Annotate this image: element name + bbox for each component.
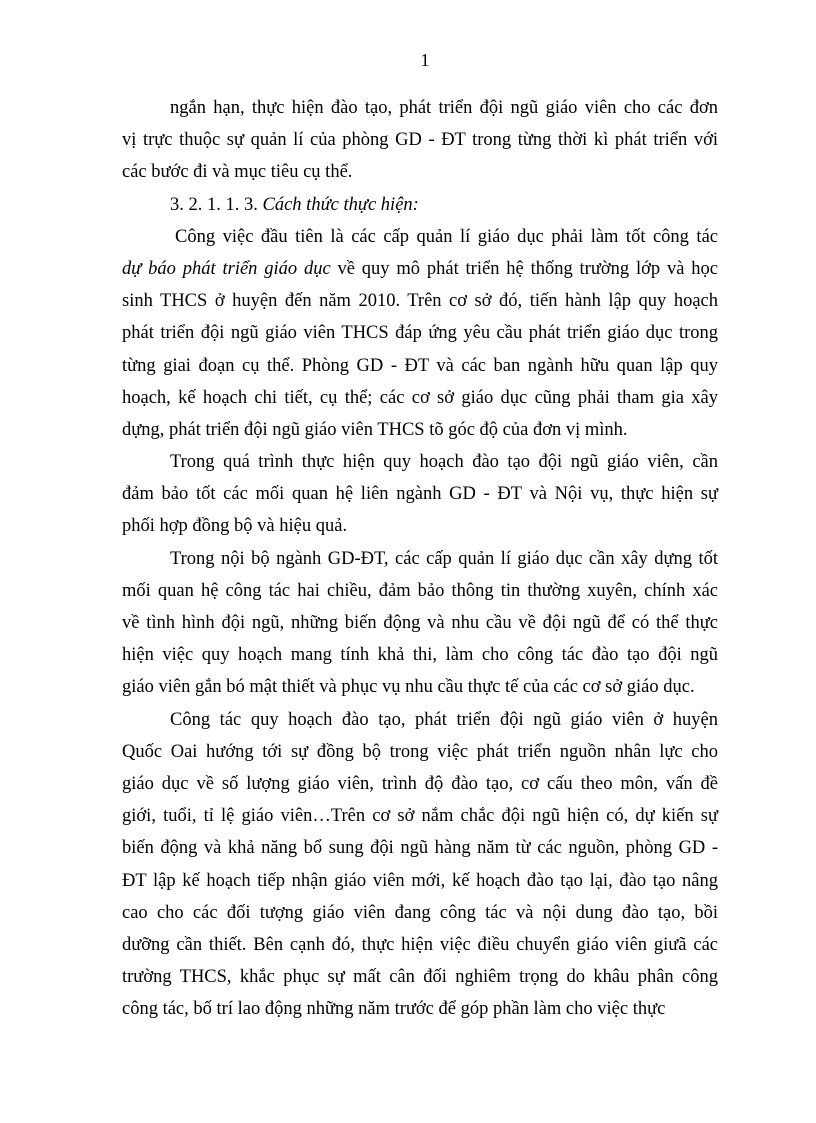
- text-line: Công tác quy hoạch đào tạo, phát triển đội ngũ giáo viên ở huyện: [170, 709, 718, 730]
- text-line: giáo viên gắn bó mật thiết và phục vụ nhu cầu thực tế của các cơ sở giáo dục.: [122, 677, 695, 698]
- text-line: vị trực thuộc sự quản lí của phòng GD - ĐT trong từng thời kì phát triển với: [122, 130, 718, 151]
- text-line: phát triển đội ngũ giáo viên THCS đáp ứng yêu cầu phát triển giáo dục trong: [122, 323, 718, 344]
- text-line: [122, 253, 718, 285]
- section-title: Cách thức thực hiện:: [262, 194, 419, 215]
- text-line: các bước đi và mục tiêu cụ thể.: [122, 162, 353, 183]
- text-line: mối quan hệ công tác hai chiều, đảm bảo thông tin thường xuyên, chính xác: [122, 580, 718, 601]
- text-line: đảm bảo tốt các mối quan hệ liên ngành GD - ĐT và Nội vụ, thực hiện sự: [122, 484, 718, 505]
- section-heading: [122, 189, 718, 221]
- text-line: hoạch, kế hoạch chi tiết, cụ thể; các cơ sở giáo dục cũng phải tham gia xây: [122, 387, 718, 408]
- text-line: hiện việc quy hoạch mang tính khả thi, làm cho công tác đào tạo đội ngũ: [122, 645, 718, 666]
- text-line: Quốc Oai hướng tới sự đồng bộ trong việc phát triển nguồn nhân lực cho: [122, 741, 718, 762]
- text-line: ngắn hạn, thực hiện đào tạo, phát triển đội ngũ giáo viên cho các đơn: [170, 98, 718, 118]
- text-line: trường THCS, khắc phục sự mất cân đối nghiêm trọng do khâu phân công: [122, 967, 718, 988]
- section-number: 3. 2. 1. 1. 3.: [170, 194, 263, 215]
- text-line: Trong quá trình thực hiện quy hoạch đào tạo đội ngũ giáo viên, cần: [170, 452, 718, 473]
- emphasis-text: dự báo phát triển giáo dục: [122, 258, 331, 279]
- text-line: ĐT lập kế hoạch tiếp nhận giáo viên mới, kế hoạch đào tạo lại, đào tạo nâng: [122, 870, 718, 891]
- text-line: sinh THCS ở huyện đến năm 2010. Trên cơ sở đó, tiến hành lập quy hoạch: [122, 291, 718, 312]
- text-line: công tác, bố trí lao động những năm trước để góp phần làm cho việc thực: [122, 999, 666, 1020]
- text-segment: về quy mô phát triển hệ thống trường lớp và học: [330, 258, 718, 279]
- text-line: phối hợp đồng bộ và hiệu quả.: [122, 516, 348, 537]
- text-line: biến động và khả năng bổ sung đội ngũ hàng năm từ các nguồn, phòng GD -: [122, 838, 718, 859]
- text-line: Trong nội bộ ngành GD-ĐT, các cấp quản lí giáo dục cần xây dựng tốt: [170, 548, 718, 569]
- text-line: giới, tuổi, tỉ lệ giáo viên…Trên cơ sở nắm chắc đội ngũ hiện có, dự kiến sự: [122, 806, 718, 827]
- text-line: từng giai đoạn cụ thể. Phòng GD - ĐT và các ban ngành hữu quan lập quy: [122, 355, 718, 376]
- text-line: dưỡng cần thiết. Bên cạnh đó, thực hiện việc điều chuyển giáo viên giưã các: [122, 934, 718, 955]
- document-body: [122, 92, 718, 1025]
- text-line: về tình hình đội ngũ, những biến động và nhu cầu về đội ngũ để có thể thực: [122, 613, 718, 633]
- text-line: giáo dục về số lượng giáo viên, trình độ đào tạo, cơ cấu theo môn, vấn đề: [122, 773, 718, 794]
- text-line: dựng, phát triển đội ngũ giáo viên THCS tõ góc độ của đơn vị mình.: [122, 419, 628, 440]
- text-line: Công việc đầu tiên là các cấp quản lí giáo dục phải làm tốt công tác: [175, 226, 718, 247]
- text-line: cao cho các đối tượng giáo viên đang công tác và nội dung đào tạo, bồi: [122, 902, 718, 923]
- page-number: 1: [420, 50, 430, 70]
